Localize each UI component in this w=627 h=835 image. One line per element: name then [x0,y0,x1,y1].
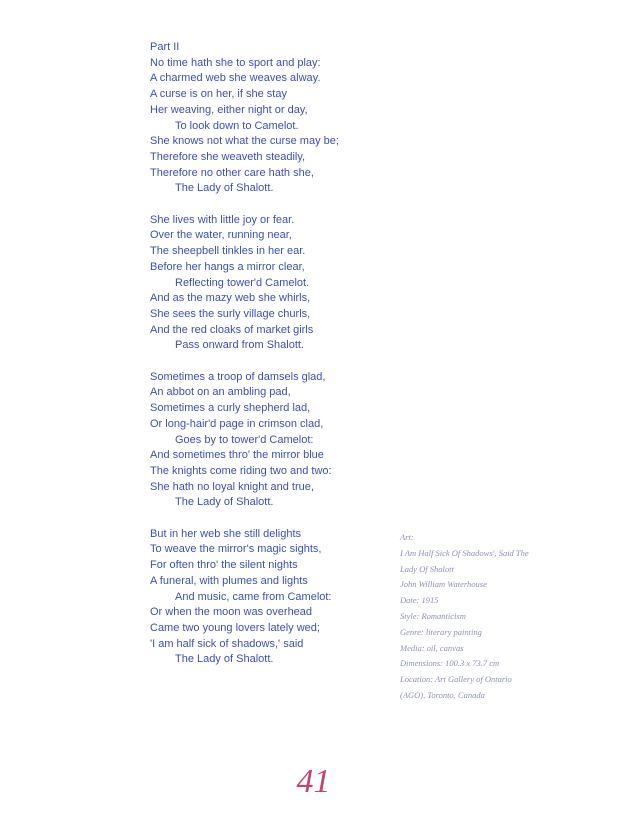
poem-line: And sometimes thro' the mirror blue [150,449,324,462]
poem-line: The Lady of Shalott. [175,496,274,509]
poem-line: Over the water, running near, [150,229,292,242]
artwork-location: (AGO), Toronto, Canada [400,689,485,700]
artwork-title: I Am Half Sick Of Shadows', Said The [400,547,529,558]
poem-line: She sees the surly village churls, [150,307,311,320]
poem-line: Pass onward from Shalott. [175,339,305,352]
poem-line: She lives with little joy or fear. [150,213,295,226]
poem-line: And the red cloaks of market girls [150,323,314,336]
poem-line: 'I am half sick of shadows,' said [150,637,304,650]
poem-line: She hath no loyal knight and true, [150,480,314,493]
poem-line: The sheepbell tinkles in her ear. [150,245,306,258]
poem-line: Goes by to tower'd Camelot: [175,433,314,446]
poem-line: Before her hangs a mirror clear, [150,260,305,273]
poem-line: She knows not what the curse may be; [150,135,339,148]
artwork-title: Lady Of Shalott [400,563,454,574]
poem-line: A funeral, with plumes and lights [150,574,308,587]
poem-line: Her weaving, either night or day, [150,103,308,116]
artwork-style: Style: Romanticism [400,610,466,621]
stanza [150,370,450,511]
poem-line: No time hath she to sport and play: [150,56,321,69]
artwork-date: Date: 1915 [400,595,439,606]
poem-line: Came two young lovers lately wed; [150,621,320,634]
stanza [150,40,450,197]
poem-line: Part II [150,41,180,53]
poem-line: The Lady of Shalott. [175,182,274,195]
stanza [150,213,450,354]
poem-line: Sometimes a curly shepherd lad, [150,402,311,415]
poem-line: An abbot on an ambling pad, [150,386,291,399]
artwork-info [400,530,605,704]
poem-line: Therefore no other care hath she, [150,166,314,179]
poem-line: Reflecting tower'd Camelot. [175,276,310,289]
artwork-info-label: Art: [400,532,414,542]
poem-line: The knights come riding two and two: [150,464,332,477]
poem-line: A curse is on her, if she stay [150,88,287,101]
poem-line: For often thro' the silent nights [150,559,298,572]
poem-line: But in her web she still delights [150,527,302,540]
artwork-media: Media: oil, canvas [400,642,464,653]
artwork-artist: John William Waterhouse [400,579,487,590]
poem-line: Therefore she weaveth steadily, [150,150,306,163]
poem-line: Or long-hair'd page in crimson clad, [150,417,324,430]
page-number: 41 [296,763,331,800]
poem-line: Sometimes a troop of damsels glad, [150,370,326,383]
poem-line: A charmed web she weaves alway. [150,72,321,85]
poem-line: Or when the moon was overhead [150,606,313,619]
poem-line: To look down to Camelot. [175,119,299,132]
poem-line: The Lady of Shalott. [175,653,274,666]
poem-line: And as the mazy web she whirls, [150,292,311,305]
artwork-location: Location: Art Gallery of Ontario [400,674,512,685]
poem-line: And music, came from Camelot: [175,590,332,603]
artwork-genre: Genre: literary painting [400,626,482,637]
artwork-dimensions: Dimensions: 100.3 x 73.7 cm [400,658,500,669]
poem-line: To weave the mirror's magic sights, [150,543,322,556]
